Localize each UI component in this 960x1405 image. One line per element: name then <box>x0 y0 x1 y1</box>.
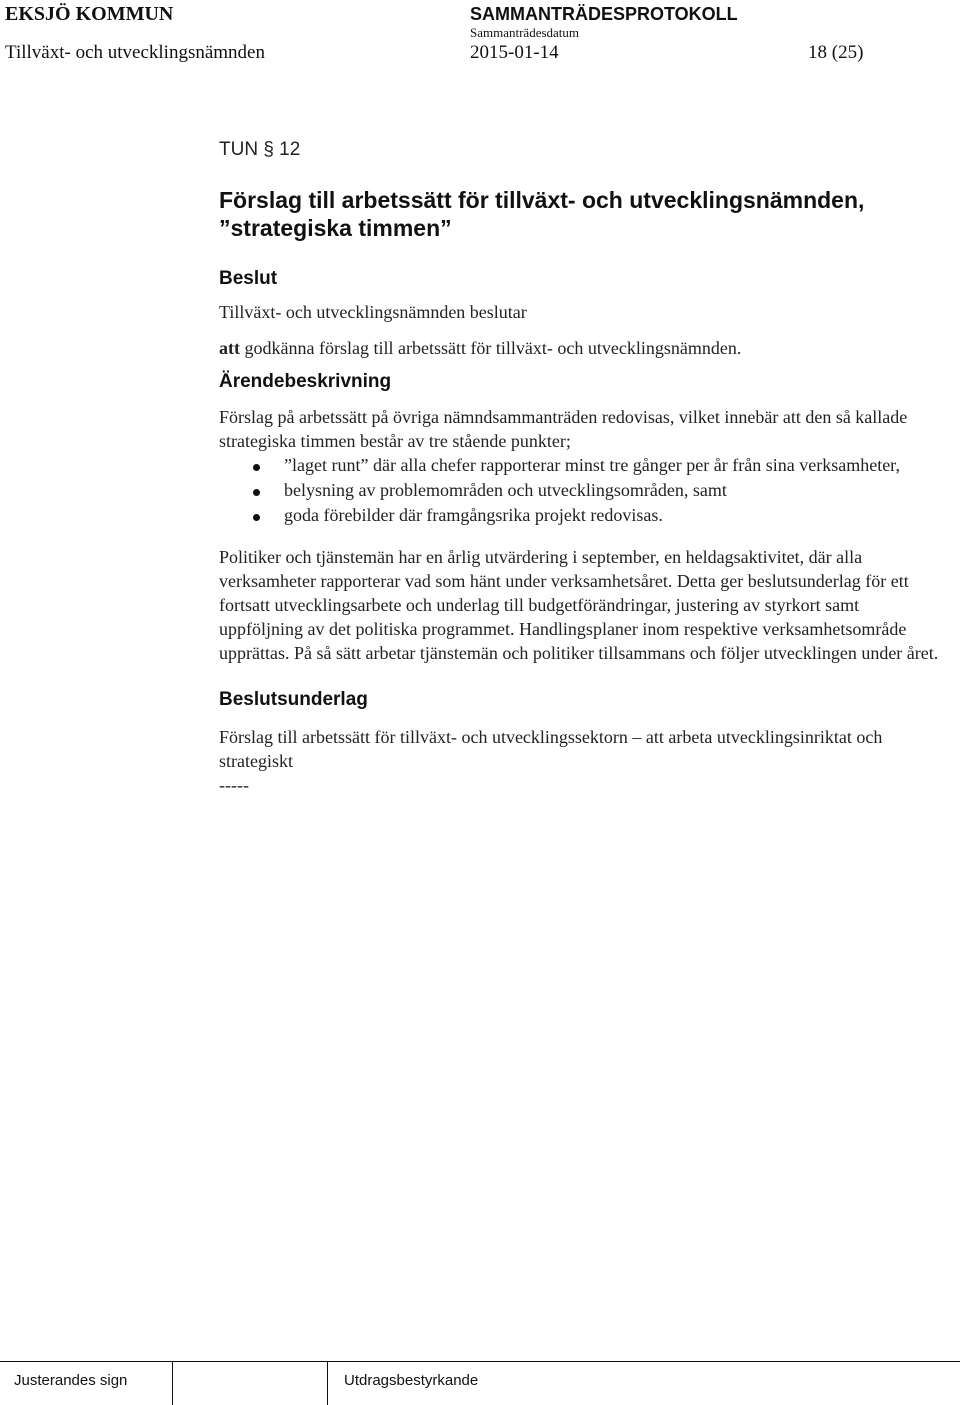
end-mark: ----- <box>219 775 249 795</box>
arende-paragraph: Politiker och tjänstemän har en årlig utvärdering i september, en heldagsaktivitet, där alla verksamheter rapporterar vad som hänt under verksamhetsåret. Detta ger beslutsunderlag för ett fortsatt utvecklingsarbete och underlag till budgetförändringar, justering av styrkort samt uppföljning av det politiska programmet. Handlingsplaner inom respektive verksamhetsområde upprättas. På så sätt arbetar tjänstemän och politiker tillsammans och följer utvecklingen under året. <box>219 547 939 663</box>
att-keyword: att <box>219 338 240 358</box>
bullet-icon <box>253 464 260 471</box>
list-item-text: belysning av problemområden och utvecklingsområden, samt <box>284 480 727 500</box>
case-number: TUN § 12 <box>219 139 301 160</box>
list-item <box>219 478 939 503</box>
footer-divider <box>327 1362 328 1405</box>
list-item-text: goda förebilder där framgångsrika projekt redovisas. <box>284 505 663 525</box>
meeting-date: 2015-01-14 <box>470 42 559 63</box>
beslut-heading: Beslut <box>219 268 278 289</box>
underlag-heading: Beslutsunderlag <box>219 689 368 710</box>
list-item <box>219 503 939 528</box>
arende-intro: Förslag på arbetssätt på övriga nämndsammanträden redovisas, vilket innebär att den så kallade strategiska timmen består av tre stående punkter; <box>219 407 908 451</box>
footer-divider <box>172 1362 173 1405</box>
underlag-text: Förslag till arbetssätt för tillväxt- och utvecklingssektorn – att arbeta utvecklingsinriktat och strategiskt <box>219 727 883 771</box>
signature-footer <box>0 1361 960 1405</box>
list-item-text: ”laget runt” där alla chefer rapporterar minst tre gånger per år från sina verksamheter, <box>284 455 900 475</box>
document-type: SAMMANTRÄDESPROTOKOLL <box>470 4 738 24</box>
beslut-att-clause <box>219 336 939 360</box>
beslut-text: Tillväxt- och utvecklingsnämnden beslutar <box>219 302 527 322</box>
org-name: EKSJÖ KOMMUN <box>5 3 174 25</box>
document-body <box>219 136 939 797</box>
att-text: godkänna förslag till arbetssätt för tillväxt- och utvecklingsnämnden. <box>240 338 742 358</box>
page-title: Förslag till arbetssätt för tillväxt- och utvecklingsnämnden, ”strategiska timmen” <box>219 187 865 241</box>
bullet-icon <box>253 514 260 521</box>
page-number: 18 (25) <box>808 42 864 63</box>
date-label: Sammanträdesdatum <box>470 25 580 40</box>
sign-label: Justerandes sign <box>14 1372 128 1389</box>
list-item <box>219 453 939 478</box>
points-list <box>219 453 939 528</box>
arende-heading: Ärendebeskrivning <box>219 371 392 392</box>
bullet-icon <box>253 489 260 496</box>
excerpt-label: Utdragsbestyrkande <box>344 1372 479 1389</box>
committee-name: Tillväxt- och utvecklingsnämnden <box>5 42 265 63</box>
